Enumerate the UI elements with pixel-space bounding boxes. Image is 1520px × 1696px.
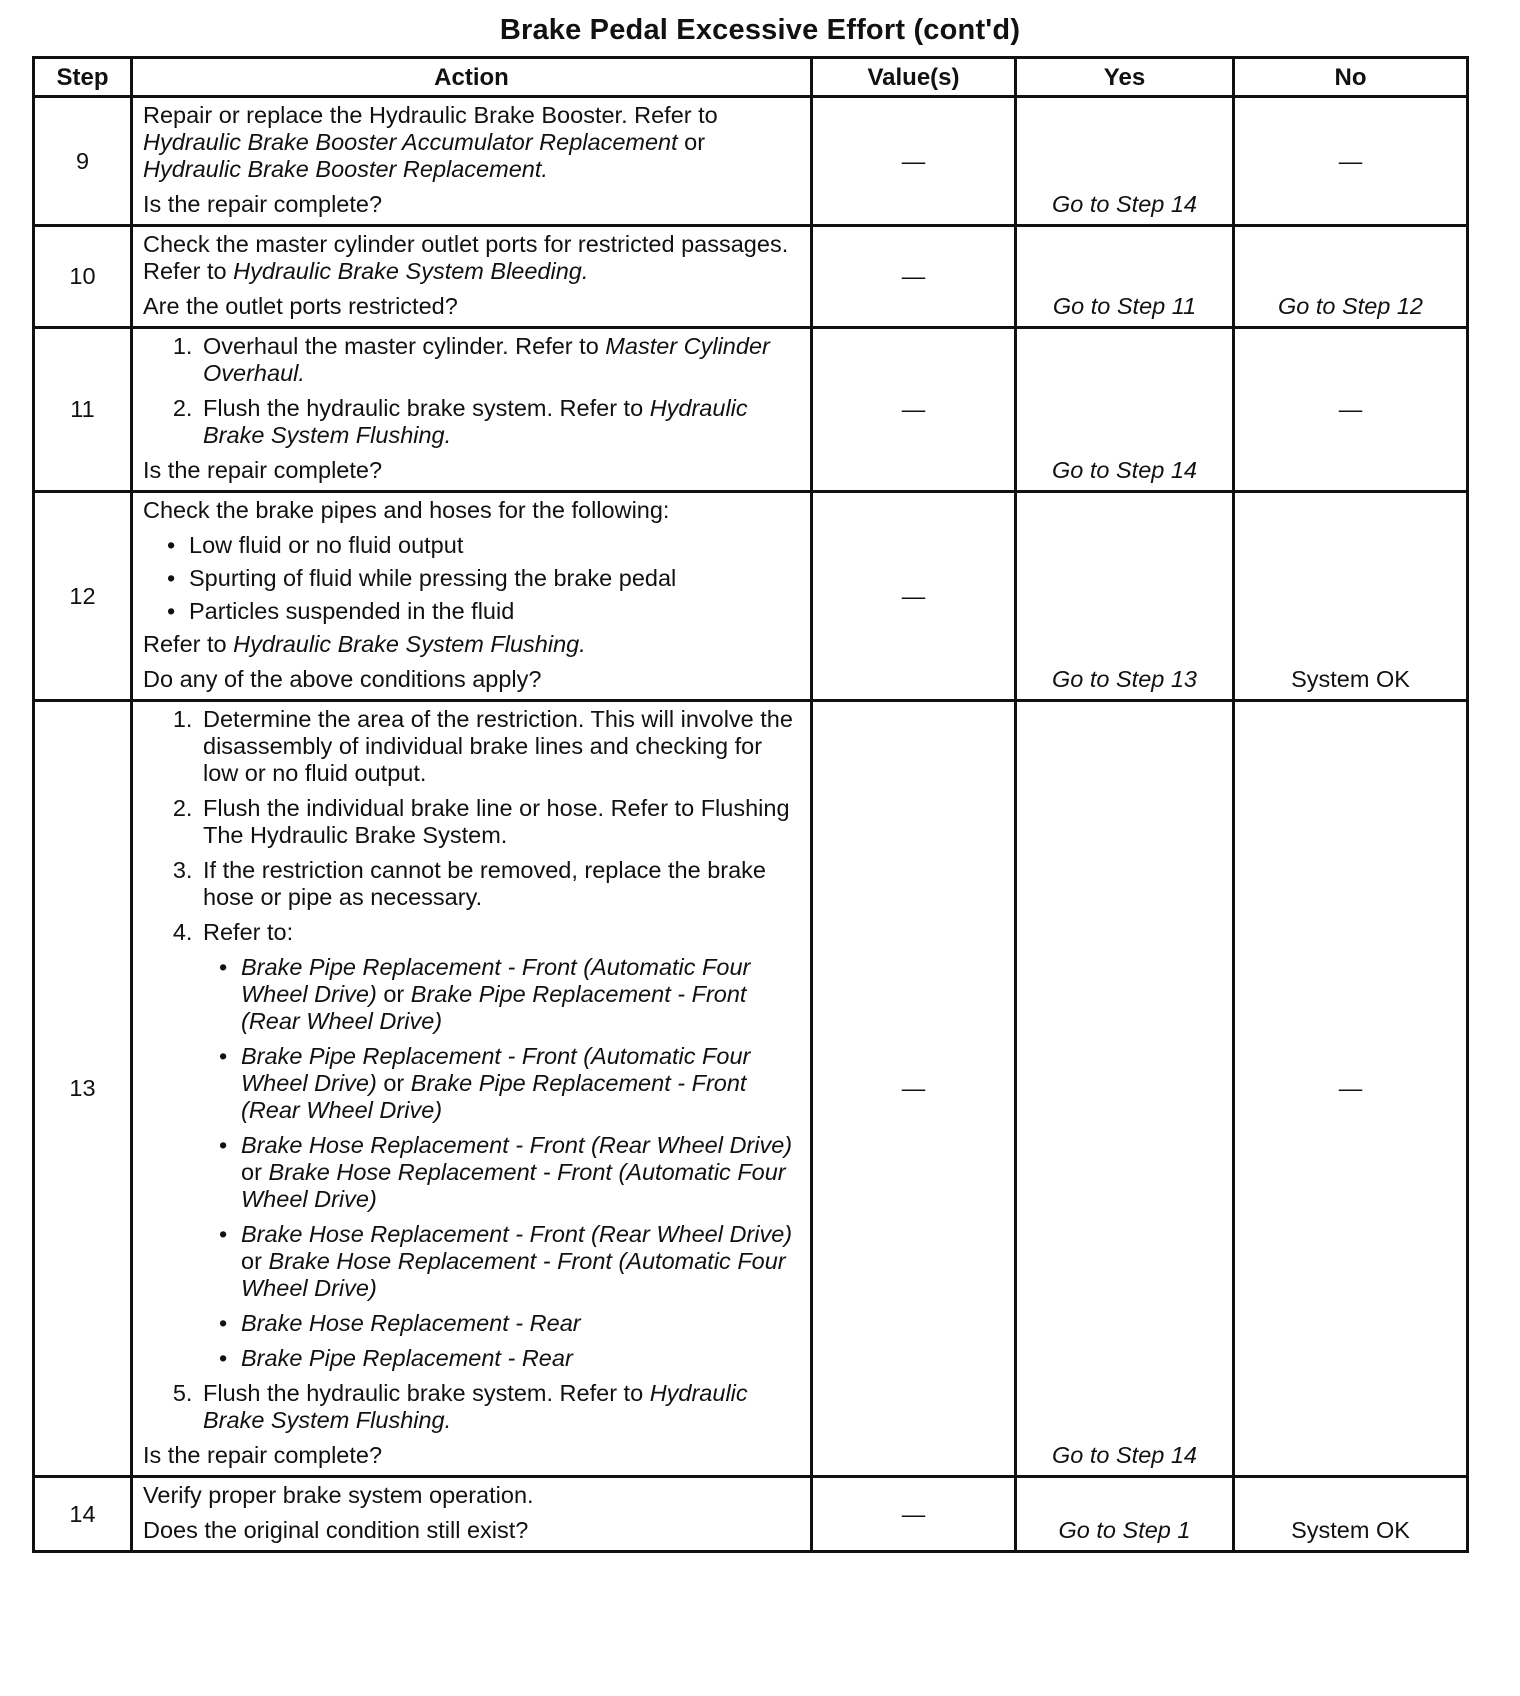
reference-link: Brake Hose Replacement - Front (Automatic Four Wheel Drive) xyxy=(241,1248,786,1301)
table-row xyxy=(34,226,1468,328)
list-item: • Low fluid or no fluid output xyxy=(189,532,800,559)
action-cell xyxy=(132,328,812,492)
yes-cell: Go to Step 13 xyxy=(1016,492,1234,701)
reference-link: Hydraulic Brake System Flushing. xyxy=(203,395,748,448)
header-no: No xyxy=(1234,58,1468,97)
action-question: Is the repair complete? xyxy=(143,1442,383,1468)
table-row xyxy=(34,97,1468,226)
header-values: Value(s) xyxy=(812,58,1016,97)
reference-list xyxy=(203,954,800,1372)
action-cell xyxy=(132,226,812,328)
reference-link: Hydraulic Brake Booster Replacement. xyxy=(143,156,548,182)
reference-link: Brake Hose Replacement - Rear xyxy=(241,1310,581,1336)
reference-link: Hydraulic Brake Booster Accumulator Replacement xyxy=(143,129,678,155)
action-question: Is the repair complete? xyxy=(143,457,383,483)
value-cell: — xyxy=(812,97,1016,226)
action-cell xyxy=(132,492,812,701)
yes-cell: Go to Step 14 xyxy=(1016,701,1234,1477)
list-item xyxy=(241,1345,800,1372)
action-cell xyxy=(132,97,812,226)
value-cell: — xyxy=(812,226,1016,328)
header-step: Step xyxy=(34,58,132,97)
header-row xyxy=(34,58,1468,97)
no-cell: System OK xyxy=(1234,1477,1468,1552)
no-cell: — xyxy=(1234,97,1468,226)
table-row xyxy=(34,328,1468,492)
list-item: • Particles suspended in the fluid xyxy=(189,598,800,625)
list-item: 2. Flush the hydraulic brake system. Refer to Hydraulic Brake System Flushing. xyxy=(199,395,800,449)
reference-link: Brake Pipe Replacement - Front (Rear Wheel Drive) xyxy=(241,1070,747,1123)
action-question: Are the outlet ports restricted? xyxy=(143,293,458,319)
page-title: Brake Pedal Excessive Effort (cont'd) xyxy=(499,14,1021,46)
value-cell: — xyxy=(812,701,1016,1477)
table-row xyxy=(34,701,1468,1477)
header-yes: Yes xyxy=(1016,58,1234,97)
action-question: Is the repair complete? xyxy=(143,191,383,217)
reference-link: Master Cylinder Overhaul. xyxy=(203,333,770,386)
no-cell: — xyxy=(1234,328,1468,492)
action-cell xyxy=(132,701,812,1477)
reference-link: Brake Hose Replacement - Front (Automatic Four Wheel Drive) xyxy=(241,1159,786,1212)
list-item: • Brake Pipe Replacement - Front (Automatic Four Wheel Drive) or Brake Pipe Replacement - Front (Rear Wheel Drive) xyxy=(241,954,800,1035)
reference-link: Brake Pipe Replacement - Front (Rear Wheel Drive) xyxy=(241,981,747,1034)
header-action: Action xyxy=(132,58,812,97)
action-steps xyxy=(143,706,800,1434)
reference-link: Hydraulic Brake System Flushing. xyxy=(203,1380,748,1433)
action-text: Check the brake pipes and hoses for the following: xyxy=(143,497,670,523)
reference-link: Brake Hose Replacement - Front (Rear Wheel Drive) xyxy=(241,1132,793,1158)
step-number: 10 xyxy=(34,226,132,328)
action-question: Does the original condition still exist? xyxy=(143,1517,529,1543)
list-item: • Spurting of fluid while pressing the brake pedal xyxy=(189,565,800,592)
yes-cell: Go to Step 11 xyxy=(1016,226,1234,328)
action-text: Repair or replace the Hydraulic Brake Booster. Refer to Hydraulic Brake Booster Accumulator Replacement or Hydraulic Brake Booster Replacement. xyxy=(143,102,718,182)
list-item: • Brake Hose Replacement - Front (Rear Wheel Drive) or Brake Hose Replacement - Front (Automatic Four Wheel Drive) xyxy=(241,1221,800,1302)
reference-link: Brake Pipe Replacement - Front (Automatic Four Wheel Drive) xyxy=(241,1043,751,1096)
reference-link: Hydraulic Brake System Bleeding. xyxy=(233,258,589,284)
table-row xyxy=(34,1477,1468,1552)
table-row xyxy=(34,492,1468,701)
list-item: 2. Flush the individual brake line or hose. Refer to Flushing The Hydraulic Brake System. xyxy=(199,795,800,849)
no-cell: — xyxy=(1234,701,1468,1477)
list-item: 4. Refer to: • Brake Pipe Replacement - Front (Automatic Four Wheel Drive) or Brake Pipe Replacement - Front (Rear Wheel Drive) • Brake Pipe Replacement - Front (Automatic Four Wheel Drive) or Brake Pipe Replacement - Front (Rear Wheel Drive) • Brake Hose Replacement - Front (Rear Wheel Drive) or Brake Hose Replacement - Front (Automatic Four Wheel Drive) • Brake Hose Replacement - Front (Rear Wheel Drive) or Brake Hose Replacement - Front (Automatic Four Wheel Drive) • Brake Hose Replacement - Rear • Brake Pipe Replacement - Rear xyxy=(199,919,800,1372)
step-number: 13 xyxy=(34,701,132,1477)
step-number: 12 xyxy=(34,492,132,701)
action-text: Refer to Hydraulic Brake System Flushing. xyxy=(143,631,586,657)
list-item: • Brake Hose Replacement - Front (Rear Wheel Drive) or Brake Hose Replacement - Front (Automatic Four Wheel Drive) xyxy=(241,1132,800,1213)
list-item: 5. Flush the hydraulic brake system. Refer to Hydraulic Brake System Flushing. xyxy=(199,1380,800,1434)
condition-list xyxy=(143,532,800,625)
no-cell: Go to Step 12 xyxy=(1234,226,1468,328)
list-item: 3. If the restriction cannot be removed, replace the brake hose or pipe as necessary. xyxy=(199,857,800,911)
list-item: 1. Determine the area of the restriction. This will involve the disassembly of individual brake lines and checking for low or no fluid output. xyxy=(199,706,800,787)
step-number: 9 xyxy=(34,97,132,226)
action-steps xyxy=(143,333,800,449)
action-text: Check the master cylinder outlet ports for restricted passages. Refer to Hydraulic Brake System Bleeding. xyxy=(143,231,789,284)
list-item: • Brake Pipe Replacement - Front (Automatic Four Wheel Drive) or Brake Pipe Replacement - Front (Rear Wheel Drive) xyxy=(241,1043,800,1124)
value-cell: — xyxy=(812,1477,1016,1552)
reference-link: Hydraulic Brake System Flushing. xyxy=(233,631,586,657)
reference-link: Brake Pipe Replacement - Front (Automatic Four Wheel Drive) xyxy=(241,954,751,1007)
step-number: 11 xyxy=(34,328,132,492)
step-number: 14 xyxy=(34,1477,132,1552)
yes-cell: Go to Step 14 xyxy=(1016,328,1234,492)
value-cell: — xyxy=(812,492,1016,701)
list-item: 1. Overhaul the master cylinder. Refer to Master Cylinder Overhaul. xyxy=(199,333,800,387)
reference-link: Brake Hose Replacement - Front (Rear Wheel Drive) xyxy=(241,1221,793,1247)
yes-cell: Go to Step 14 xyxy=(1016,97,1234,226)
yes-cell: Go to Step 1 xyxy=(1016,1477,1234,1552)
list-item xyxy=(241,1310,800,1337)
no-cell: System OK xyxy=(1234,492,1468,701)
reference-link: Brake Pipe Replacement - Rear xyxy=(241,1345,573,1371)
diagnostic-table xyxy=(32,56,1469,1553)
value-cell: — xyxy=(812,328,1016,492)
action-question: Do any of the above conditions apply? xyxy=(143,666,542,692)
action-text: Verify proper brake system operation. xyxy=(143,1482,534,1508)
action-cell xyxy=(132,1477,812,1552)
